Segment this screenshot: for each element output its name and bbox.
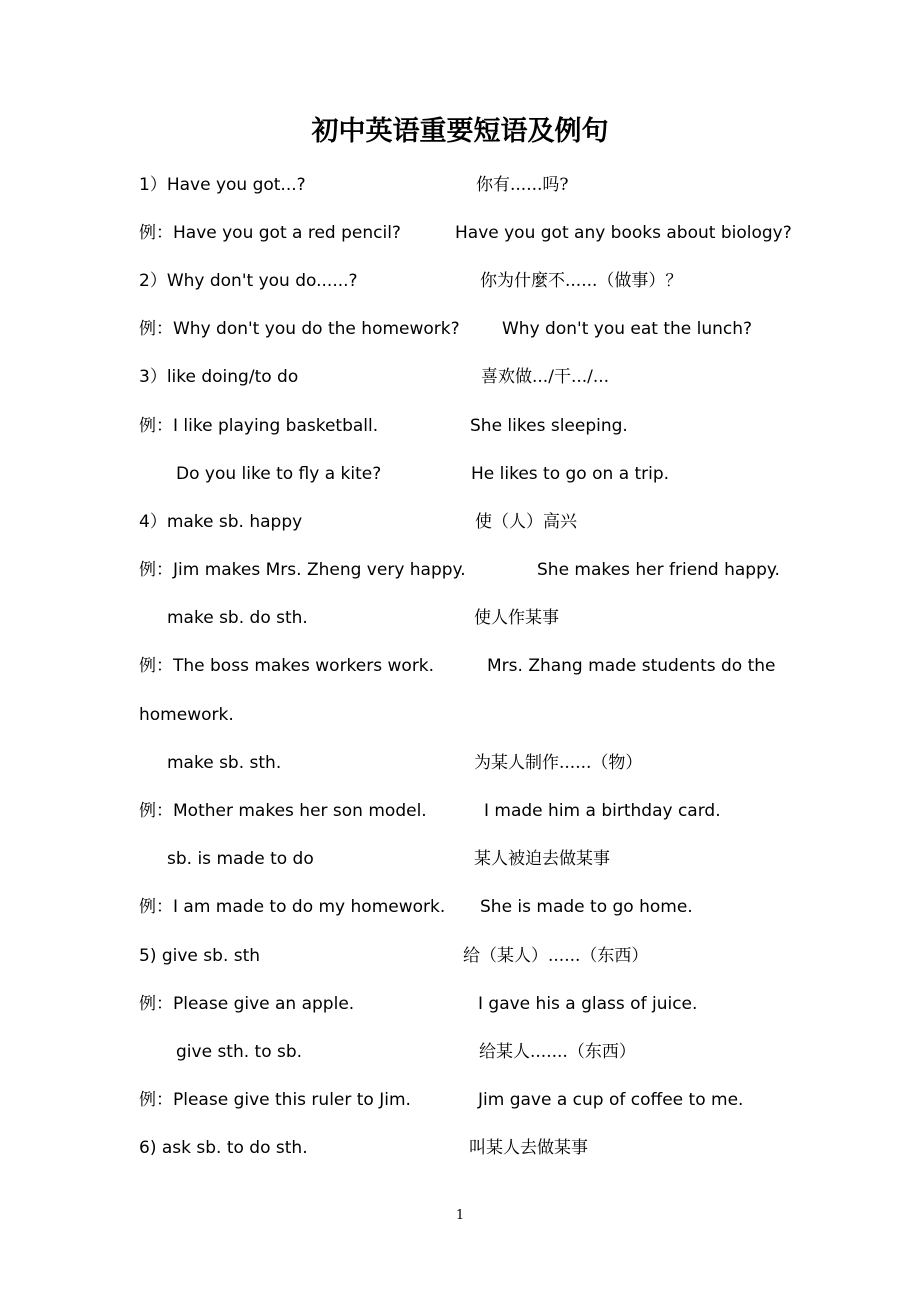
phrase-line: make sb. do sth. bbox=[167, 608, 308, 628]
phrase-line: make sb. sth. bbox=[167, 753, 282, 773]
page-number: 1 bbox=[455, 1208, 465, 1223]
example-line: 例：I am made to do my homework. bbox=[139, 897, 446, 917]
example-line-second: Mrs. Zhang made students do the bbox=[487, 656, 776, 676]
phrase-translation: 某人被迫去做某事 bbox=[474, 849, 610, 869]
phrase-line: sb. is made to do bbox=[167, 849, 314, 869]
phrase-translation: 你为什麼不......（做事）？ bbox=[480, 271, 683, 291]
phrase-translation: 给（某人）......（东西） bbox=[463, 946, 649, 966]
phrase-translation: 给某人.......（东西） bbox=[479, 1042, 636, 1062]
example-line-second: I made him a birthday card. bbox=[484, 801, 721, 821]
example-line: 例：The boss makes workers work. bbox=[139, 656, 435, 676]
example-line-second: Why don't you eat the lunch? bbox=[502, 319, 753, 339]
example-line: 例：I like playing basketball. bbox=[139, 416, 379, 436]
example-line: 例：Jim makes Mrs. Zheng very happy. bbox=[139, 560, 466, 580]
example-line: 例：Please give an apple. bbox=[139, 994, 355, 1014]
example-line-second: He likes to go on a trip. bbox=[471, 464, 670, 484]
phrase-line: 3）like doing/to do bbox=[139, 367, 299, 387]
phrase-translation: 使人作某事 bbox=[474, 608, 559, 628]
example-line-second: She likes sleeping. bbox=[470, 416, 628, 436]
phrase-translation: 你有......吗? bbox=[476, 175, 569, 195]
phrase-line: 1）Have you got...? bbox=[139, 175, 306, 195]
page-title: 初中英语重要短语及例句 bbox=[311, 116, 609, 147]
phrase-line: 6) ask sb. to do sth. bbox=[139, 1138, 308, 1158]
example-line-second: Have you got any books about biology? bbox=[455, 223, 792, 243]
phrase-line: give sth. to sb. bbox=[176, 1042, 303, 1062]
example-line: 例：Please give this ruler to Jim. bbox=[139, 1090, 411, 1110]
example-line: 例：Mother makes her son model. bbox=[139, 801, 427, 821]
phrase-translation: 为某人制作......（物） bbox=[474, 753, 643, 773]
example-line: 例：Why don't you do the homework? bbox=[139, 319, 460, 339]
example-line-second: She makes her friend happy. bbox=[537, 560, 780, 580]
example-line-second: She is made to go home. bbox=[480, 897, 693, 917]
phrase-line: 5) give sb. sth bbox=[139, 946, 261, 966]
phrase-translation: 喜欢做.../干.../... bbox=[481, 367, 610, 387]
phrase-translation: 使（人）高兴 bbox=[475, 512, 577, 532]
example-line-second: I gave his a glass of juice. bbox=[478, 994, 698, 1014]
example-line: Do you like to fly a kite? bbox=[176, 464, 382, 484]
phrase-line: 4）make sb. happy bbox=[139, 512, 303, 532]
example-line: 例：Have you got a red pencil? bbox=[139, 223, 401, 243]
phrase-line: 2）Why don't you do......? bbox=[139, 271, 358, 291]
phrase-translation: 叫某人去做某事 bbox=[469, 1138, 588, 1158]
example-line-continued: homework. bbox=[139, 705, 234, 725]
example-line-second: Jim gave a cup of coffee to me. bbox=[478, 1090, 744, 1110]
